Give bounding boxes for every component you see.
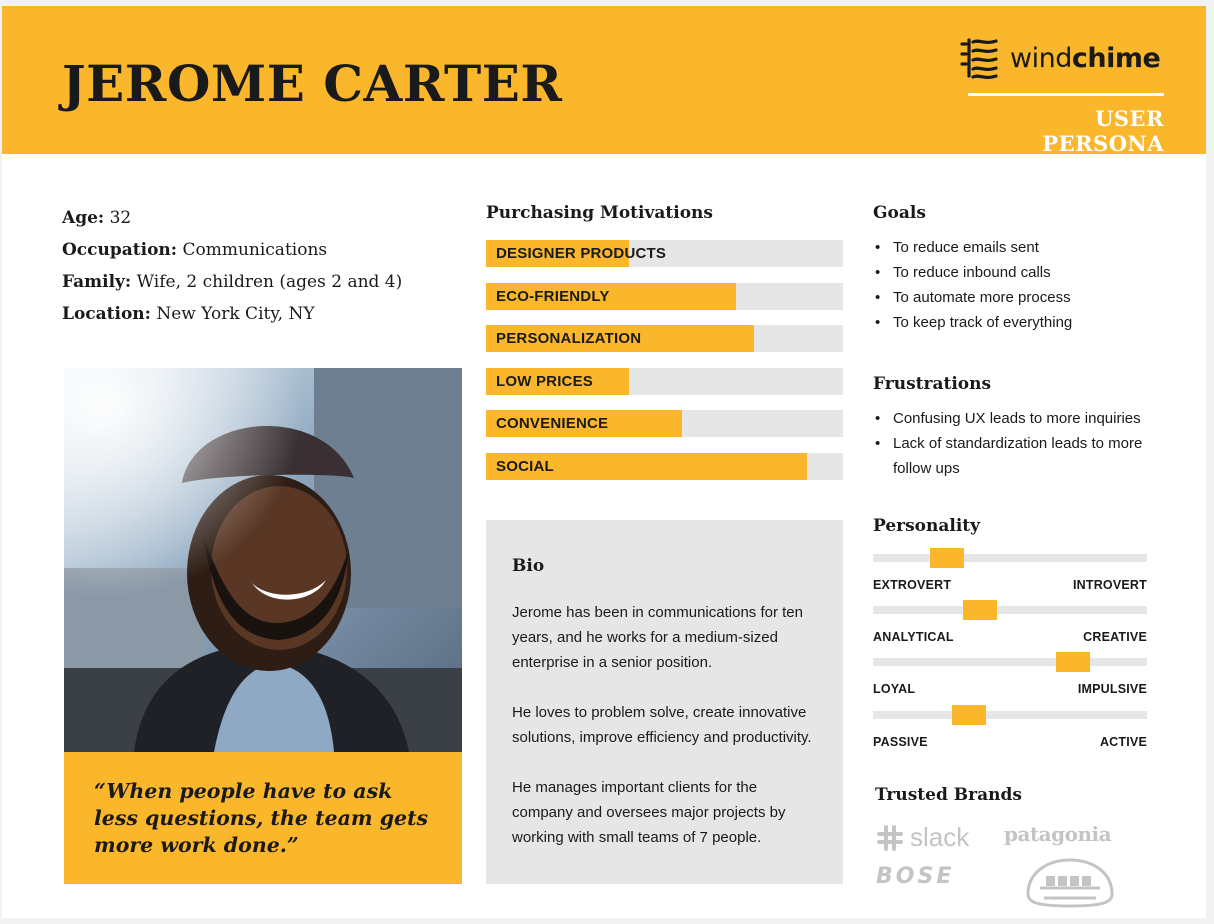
trait-analytical-creative [873, 600, 1147, 644]
motivation-row [486, 325, 843, 352]
frustration-item: • Confusing UX leads to more inquiries [873, 406, 1173, 431]
quote-box [64, 752, 462, 884]
goals-list [873, 235, 1173, 335]
info-label: Age: [62, 208, 105, 228]
info-label: Location: [62, 304, 151, 324]
trait-extrovert-introvert [873, 548, 1147, 592]
trait-track [873, 658, 1147, 666]
motivation-label: LOW PRICES [496, 372, 594, 390]
info-label: Family: [62, 272, 132, 292]
motivation-label: PERSONALIZATION [496, 330, 642, 348]
goal-item: • To automate more process [873, 285, 1173, 310]
trait-left-label: EXTROVERT [873, 578, 952, 592]
brand-wordmark [1010, 43, 1160, 74]
motivation-row [486, 283, 843, 310]
brand-wordmark-light: wind [1010, 42, 1072, 74]
info-age [62, 202, 402, 234]
motivations-list [486, 240, 843, 496]
spurs-emblem-icon [1020, 854, 1120, 910]
persona-page [2, 6, 1206, 918]
persona-quote: “When people have to ask less questions, the team gets more work done.” [94, 779, 429, 857]
trait-track [873, 554, 1147, 562]
motivation-row [486, 453, 843, 480]
trait-track [873, 606, 1147, 614]
motivation-row [486, 240, 843, 267]
info-value: New York City, NY [156, 304, 315, 324]
slack-hash-icon [876, 824, 904, 852]
goals-title: Goals [873, 203, 926, 223]
info-occupation [62, 234, 402, 266]
motivations-title: Purchasing Motivations [486, 203, 713, 223]
frustrations-list [873, 406, 1173, 481]
slack-wordmark: slack [910, 822, 970, 852]
trait-right-label: INTROVERT [1072, 578, 1147, 592]
windchime-icon [960, 36, 1000, 80]
motivation-row [486, 410, 843, 437]
motivation-row [486, 368, 843, 395]
trait-right-label: CREATIVE [1083, 630, 1147, 644]
slack-logo [876, 822, 969, 853]
trait-right-label: ACTIVE [1099, 735, 1147, 749]
persona-name: JEROME CARTER [62, 54, 563, 113]
info-value: Communications [182, 240, 328, 260]
frustration-item: • Lack of standardization leads to more follow ups [873, 431, 1173, 481]
goal-item: • To reduce emails sent [873, 235, 1173, 260]
goal-item: • To keep track of everything [873, 310, 1173, 335]
trait-passive-active [873, 705, 1147, 749]
bio-title: Bio [512, 556, 545, 576]
trait-left-label: PASSIVE [873, 735, 928, 749]
trait-right-label: IMPULSIVE [1077, 682, 1147, 696]
trait-marker [1056, 652, 1090, 672]
bio-paragraph: Jerome has been in communications for ten years, and he works for a medium-sized enterprise in a senior position. [512, 604, 803, 671]
motivation-label: ECO-FRIENDLY [496, 287, 610, 305]
personality-title: Personality [873, 516, 981, 536]
trait-marker [963, 600, 997, 620]
motivation-label: CONVENIENCE [496, 415, 609, 433]
trait-left-label: ANALYTICAL [873, 630, 954, 644]
header-banner [2, 6, 1206, 154]
bose-logo [876, 864, 954, 889]
bio-paragraph: He manages important clients for the company and oversees major projects by working with small teams of 7 people. [512, 779, 786, 846]
info-family [62, 266, 402, 298]
demographics [62, 202, 402, 330]
spurs-logo [1020, 854, 1120, 915]
goal-item: • To reduce inbound calls [873, 260, 1173, 285]
bio-paragraph: He loves to problem solve, create innovative solutions, improve efficiency and productivity. [512, 704, 812, 746]
bio-card [486, 520, 843, 884]
brand-divider [968, 93, 1164, 96]
trait-marker [930, 548, 964, 568]
info-value: 32 [109, 208, 132, 228]
user-persona-label: USER PERSONA [1042, 106, 1164, 156]
trait-marker [952, 705, 986, 725]
frustrations-title: Frustrations [873, 374, 992, 394]
windchime-logo [960, 36, 1160, 80]
info-value: Wife, 2 children (ages 2 and 4) [136, 272, 403, 292]
persona-photo [64, 368, 462, 752]
brand-wordmark-bold: chime [1071, 42, 1161, 74]
trait-loyal-impulsive [873, 652, 1147, 696]
persona-portrait-image [64, 368, 462, 752]
motivation-label: SOCIAL [496, 457, 554, 475]
info-label: Occupation: [62, 240, 178, 260]
bose-wordmark: BOSE [876, 864, 955, 889]
trait-track [873, 711, 1147, 719]
info-location [62, 298, 402, 330]
trait-left-label: LOYAL [873, 682, 916, 696]
trusted-brands-title: Trusted Brands [875, 785, 1022, 805]
motivation-label: DESIGNER PRODUCTS [496, 245, 667, 262]
patagonia-logo: patagonia [1004, 822, 1112, 846]
